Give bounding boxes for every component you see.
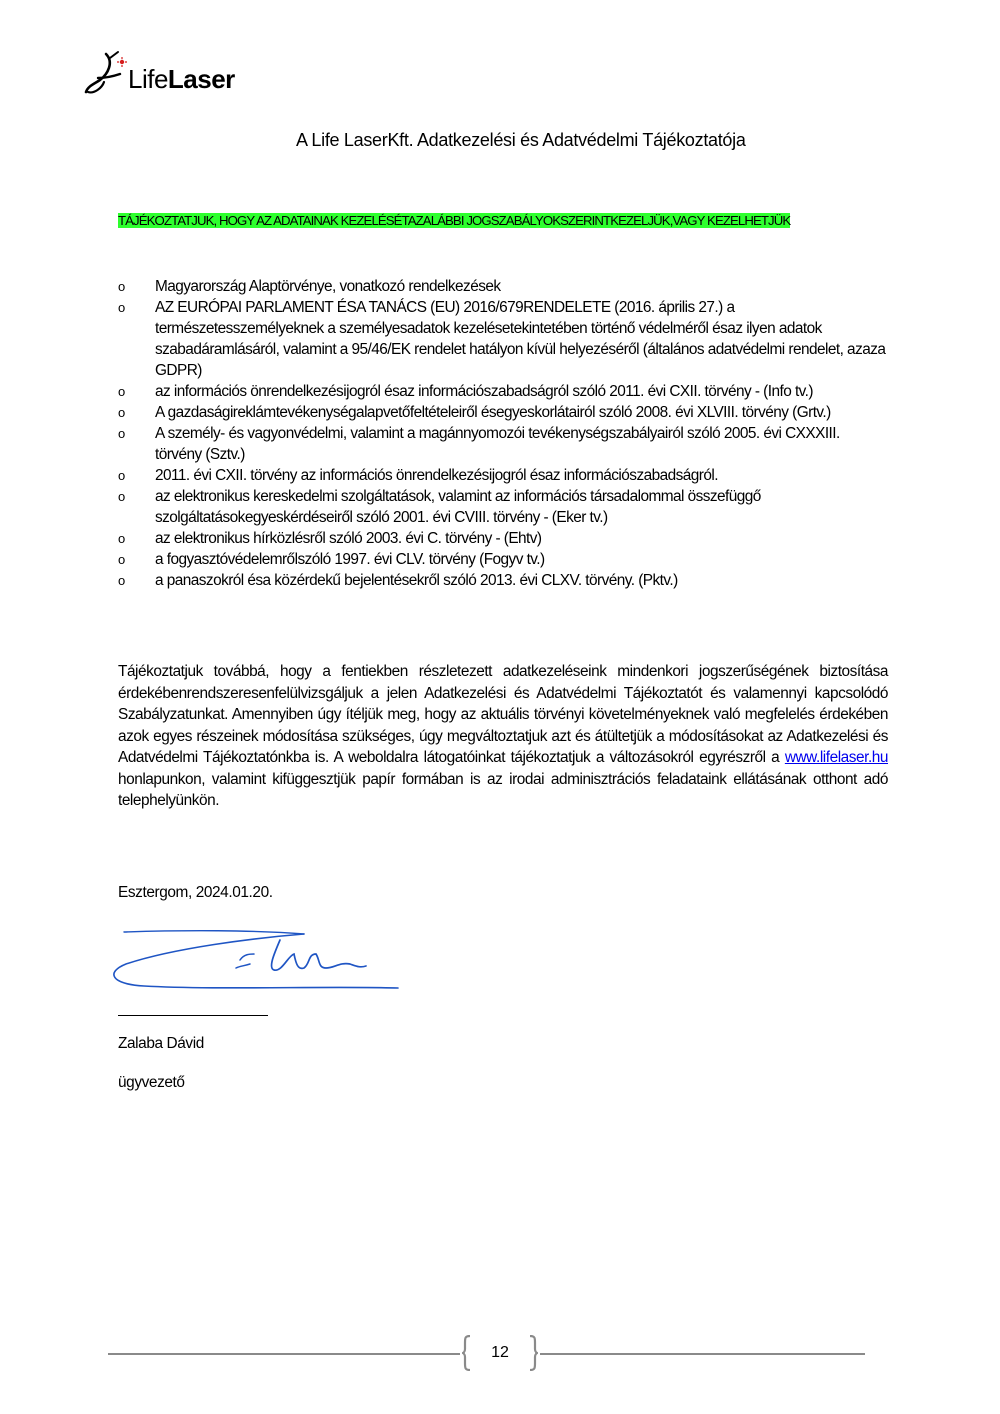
list-item bbox=[118, 486, 888, 528]
bullet-marker: o bbox=[118, 300, 125, 315]
notice-highlight: TÁJÉKOZTATJUK, HOGY AZ ADATAINAK KEZELÉSÉTAZALÁBBI JOGSZABÁLYOKSZERINTKEZELJÜK,VAGY KEZELHETJÜK bbox=[118, 213, 791, 228]
bullet-marker: o bbox=[118, 384, 125, 399]
page-number: 12 bbox=[491, 1344, 509, 1361]
law-item-text: a fogyasztóvédelemrőlszóló 1997. évi CLV. törvény (Fogyv tv.) bbox=[155, 551, 545, 568]
law-list bbox=[118, 276, 888, 591]
list-item bbox=[118, 381, 888, 402]
list-item bbox=[118, 528, 888, 549]
bullet-marker: o bbox=[118, 552, 125, 567]
logo-wordmark bbox=[128, 64, 235, 94]
review-paragraph bbox=[118, 661, 888, 812]
signer-name: Zalaba Dávid bbox=[118, 1035, 204, 1052]
right-bracket-icon bbox=[528, 1335, 538, 1371]
law-item-text: az elektronikus kereskedelmi szolgáltatások, valamint az információs társadalommal összefüggő szolgáltatásokegyeskérdéseiről szóló 2001. évi CVIII. törvény - (Eker tv.) bbox=[155, 488, 761, 526]
list-item bbox=[118, 402, 888, 423]
handwritten-signature bbox=[104, 924, 404, 996]
document-title: A Life LaserKft. Adatkezelési és Adatvédelmi Tájékoztatója bbox=[296, 130, 746, 150]
law-item-text: az elektronikus hírközlésről szóló 2003. évi C. törvény - (Ehtv) bbox=[155, 530, 542, 547]
bullet-marker: o bbox=[118, 279, 125, 294]
left-bracket-icon bbox=[462, 1335, 472, 1371]
law-item-text: A személy- és vagyonvédelmi, valamint a magánnyomozói tevékenységszabályairól szóló 2005. évi CXXXIII. törvény (Sztv.) bbox=[155, 425, 840, 463]
company-logo bbox=[84, 48, 264, 98]
law-item-text: A gazdaságireklámtevékenységalapvetőfeltételeiről ésegyeskorlátairól szóló 2008. évi XLVIII. törvény (Grtv.) bbox=[155, 404, 831, 421]
legal-basis-notice bbox=[118, 210, 878, 232]
signature-line bbox=[118, 1015, 268, 1016]
law-item-text: Magyarország Alaptörvénye, vonatkozó rendelkezések bbox=[155, 278, 501, 295]
logo-text-laser: Laser bbox=[167, 64, 235, 94]
list-item bbox=[118, 423, 888, 465]
bullet-marker: o bbox=[118, 426, 125, 441]
list-item bbox=[118, 297, 888, 381]
bullet-marker: o bbox=[118, 489, 125, 504]
list-item bbox=[118, 276, 888, 297]
law-item-text: AZ EURÓPAI PARLAMENT ÉSA TANÁCS (EU) 2016/679RENDELETE (2016. április 27.) a természetesszemélyeknek a személyesadatok kezelésetekintetében történő védelméről ésaz ilyen adatok szabadáramlásáról, valamint a 95/46/EK rendelet hatályon kívül helyezéséről (általános adatvédelmi rendelet, azaza GDPR) bbox=[155, 299, 886, 379]
bullet-marker: o bbox=[118, 468, 125, 483]
paragraph-text-start: Tájékoztatjuk továbbá, hogy a fentiekben részletezett adatkezeléseink mindenkori jogszerűségének biztosítása érdekébenrendszeresenfelülvizsgáljuk a jelen Adatkezelési és Adatvédelmi Tájékoztatót és valamennyi kapcsolódó Szabályzatunkat. Amennyiben úgy ítéljük meg, hogy az aktuális törvényi követelményeknek való megfelelés érdekében azok egyes részeinek módosítása szükséges, úgy megváltoztatjuk azt és átültetjük a módosításokat az Adatkezelési és Adatvédelmi Tájékoztatónkba is. A weboldalra látogatóinkat tájékoztatjuk a változásokról egyrészről a bbox=[118, 663, 888, 766]
bullet-marker: o bbox=[118, 405, 125, 420]
logo-text-life: Life bbox=[128, 64, 168, 94]
list-item bbox=[118, 465, 888, 486]
bullet-marker: o bbox=[118, 573, 125, 588]
place-and-date: Esztergom, 2024.01.20. bbox=[118, 884, 273, 901]
website-link[interactable]: www.lifelaser.hu bbox=[784, 749, 888, 766]
signer-role: ügyvezető bbox=[118, 1074, 185, 1091]
bullet-marker: o bbox=[118, 531, 125, 546]
law-item-text: a panaszokról ésa közérdekű bejelentésekről szóló 2013. évi CLXV. törvény. (Pktv.) bbox=[155, 572, 678, 589]
paragraph-text-end: honlapunkon, valamint kifüggesztjük papír formában is az irodai adminisztrációs feladataink ellátásának otthont adó telephelyünkön. bbox=[118, 770, 888, 809]
list-item bbox=[118, 570, 888, 591]
footer-rule-left bbox=[108, 1353, 460, 1355]
footer-rule-right bbox=[540, 1353, 865, 1355]
law-item-text: az információs önrendelkezésijogról ésaz információszabadságról szóló 2011. évi CXII. törvény - (Info tv.) bbox=[155, 383, 813, 400]
laser-figure-icon bbox=[84, 48, 128, 98]
list-item bbox=[118, 549, 888, 570]
law-item-text: 2011. évi CXII. törvény az információs önrendelkezésijogról ésaz információszabadságról. bbox=[155, 467, 718, 484]
